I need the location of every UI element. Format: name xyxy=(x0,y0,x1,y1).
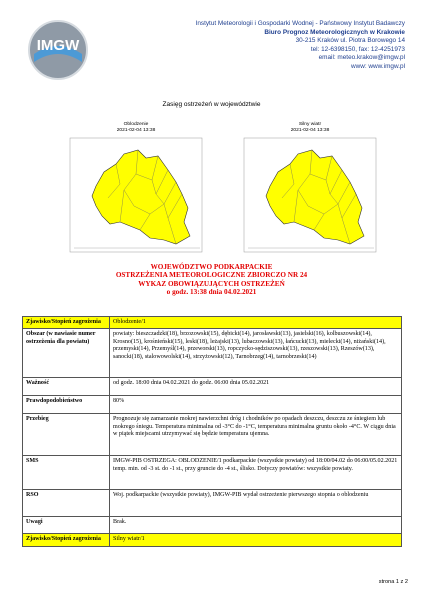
row-key: Obszar (w nawiasie numer ostrzeżenia dla powiatu) xyxy=(23,329,110,378)
title-warning-number: OSTRZEŻENIA METEOROLOGICZNE ZBIORCZO NR 24 xyxy=(115,271,308,280)
map-caption xyxy=(238,122,382,134)
table-row-phenomenon xyxy=(23,317,402,329)
map-caption-date: 2021-02-04 13:38 xyxy=(116,128,156,133)
title-list: WYKAZ OBOWIĄZUJĄCYCH OSTRZEŻEŃ xyxy=(138,279,285,288)
header-line-2: Biuro Prognoz Meteorologicznych w Krakowie xyxy=(264,28,405,36)
row-value: Brak. xyxy=(110,517,402,534)
row-value: IMGW-PIB OSTRZEGA: OBLODZENIE/1 podkarpackie (wszystkie powiaty) od 18:00/04.02 do 06:00/05.02.2021 temp. min. od -3 st. do -1 st., przy gruncie do -4 st., ślisko. Dotyczy powiatów: wszystkie powiaty. xyxy=(110,456,402,490)
map-caption-type: Silny wiatr xyxy=(298,122,322,127)
table-row-probability xyxy=(23,396,402,414)
table-row-area xyxy=(23,329,402,378)
table-row-sms xyxy=(23,456,402,490)
header-website: www: www.imgw.pl xyxy=(351,62,405,70)
logo-text: IMGW xyxy=(36,37,80,54)
table-row-rso xyxy=(23,490,402,517)
title-voivodeship: WOJEWÓDZTWO PODKARPACKIE xyxy=(150,263,273,271)
row-value: od godz. 18:00 dnia 04.02.2021 do godz. 06:00 dnia 05.02.2021 xyxy=(110,378,402,396)
map-panel-oblodzenie xyxy=(64,122,208,260)
warnings-table xyxy=(22,316,402,547)
row-key: Zjawisko/Stopień zagrożenia xyxy=(23,317,110,329)
region-map-oblodzenie xyxy=(64,134,208,260)
table-row-course xyxy=(23,414,402,456)
imgw-logo xyxy=(28,20,88,80)
row-key: Ważność xyxy=(23,378,110,396)
table-row-validity xyxy=(23,378,402,396)
header-email: email: meteo.krakow@imgw.pl xyxy=(318,54,405,62)
header-address: 30-215 Kraków ul. Piotra Borowego 14 xyxy=(295,37,405,45)
row-key: RSO xyxy=(23,490,110,517)
warning-title xyxy=(22,263,401,296)
header-phone: tel: 12-6398150, fax: 12-4251973 xyxy=(310,45,405,53)
row-value: powiaty: bieszczadzki(18), brzozowski(15), dębicki(14), jarosławski(13), jasielski(16), kolbuszowski(14), Krosno(15), krośnieński(15), leski(18), leżajski(13), lubaczowski(13), łańcucki(13), mielecki(14), niżański(14), przemyski(14), Przemyśl(14), przeworski(13), ropczycko-sędziszowski(13), rzeszowski(13), Rzeszów(13), sanocki(18), stalowowolski(14), strzyżowski(12), Tarnobrzeg(14), tarnobrzeski(14) xyxy=(110,329,402,378)
row-key: Prawdopodobieństwo xyxy=(23,396,110,414)
row-key: Zjawisko/Stopień zagrożenia xyxy=(23,534,110,546)
header-line-1: Instytut Meteorologii i Gospodarki Wodnej - Państwowy Instytut Badawczy xyxy=(195,20,405,27)
maps-section-title: Zasięg ostrzeżeń w województwie xyxy=(162,101,261,108)
row-value: Oblodzenie/1 xyxy=(110,317,402,329)
map-caption-type: Oblodzenie xyxy=(123,122,149,127)
page-number: strona 1 z 2 xyxy=(378,579,408,585)
region-map-silny-wiatr xyxy=(238,134,382,260)
table-row-phenomenon-2 xyxy=(23,534,402,546)
map-caption-date: 2021-02-04 13:38 xyxy=(290,128,330,133)
row-key: SMS xyxy=(23,456,110,490)
title-time: o godz. 13:38 dnia 04.02.2021 xyxy=(166,287,257,296)
map-panel-silny-wiatr xyxy=(238,122,382,260)
institution-header xyxy=(196,20,405,72)
row-value: Woj. podkarpackie (wszystkie powiaty), IMGW-PIB wydał ostrzeżenie pierwszego stopnia o oblodzeniu xyxy=(110,490,402,517)
table-row-remarks xyxy=(23,517,402,534)
row-key: Przebieg xyxy=(23,414,110,456)
row-value: 80% xyxy=(110,396,402,414)
row-value: Silny wiatr/1 xyxy=(110,534,402,546)
row-value: Prognozuje się zamarzanie mokrej nawierzchni dróg i chodników po opadach deszczu, deszczu ze śniegiem lub mokrego śniegu. Temperatura minimalna od -3°C do -1°C, temperatura minimalna gruntu około -4°C. W ciągu dnia w piątek miejscami utrzymywać się będzie temperatura ujemna. xyxy=(110,414,402,456)
map-caption xyxy=(64,122,208,134)
row-key: Uwagi xyxy=(23,517,110,534)
